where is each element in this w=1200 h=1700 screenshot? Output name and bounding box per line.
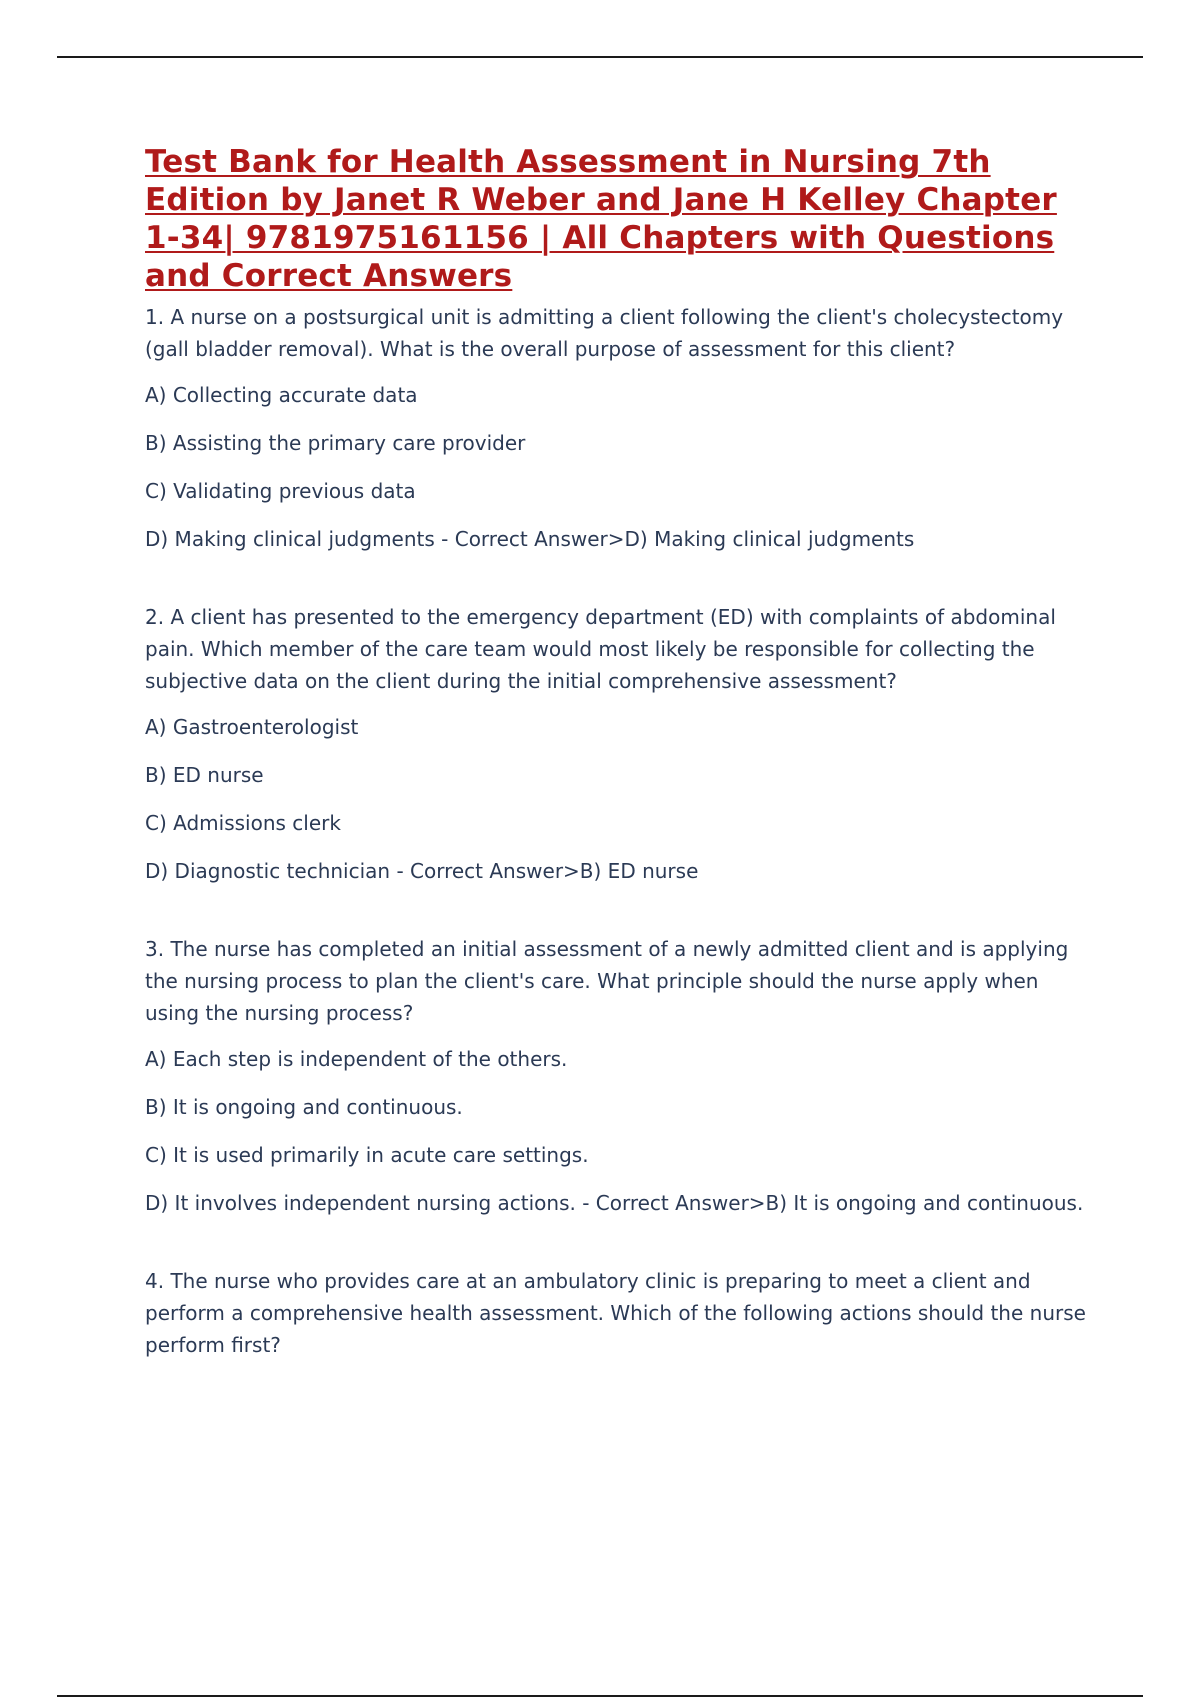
answer-option: A) Gastroenterologist xyxy=(145,715,359,739)
answer-option: A) Collecting accurate data xyxy=(145,383,418,407)
question-separator xyxy=(145,887,1095,933)
question-stem: 1. A nurse on a postsurgical unit is admitting a client following the client's cholecystectomy (gall bladder removal). What is the overall purpose of assessment for this client? xyxy=(145,305,1064,361)
question-1 xyxy=(145,301,1095,555)
question-stem: 4. The nurse who provides care at an ambulatory clinic is preparing to meet a client and perform a comprehensive health assessment. Which of the following actions should the nurse perform first? xyxy=(145,1269,1086,1357)
top-rule xyxy=(57,56,1143,58)
answer-option: C) Validating previous data xyxy=(145,479,416,503)
answer-option: C) Admissions clerk xyxy=(145,811,341,835)
answer-option: B) Assisting the primary care provider xyxy=(145,431,526,455)
answer-option-with-correct-answer: D) It involves independent nursing actions. - Correct Answer>B) It is ongoing and continuous. xyxy=(145,1191,1084,1215)
answer-option: C) It is used primarily in acute care settings. xyxy=(145,1143,589,1167)
question-separator xyxy=(145,1219,1095,1265)
answer-option-with-correct-answer: D) Diagnostic technician - Correct Answer>B) ED nurse xyxy=(145,859,699,883)
document-body xyxy=(145,143,1095,1361)
question-3 xyxy=(145,933,1095,1219)
question-stem: 3. The nurse has completed an initial assessment of a newly admitted client and is applying the nursing process to plan the client's care. What principle should the nurse apply when using the nursing process? xyxy=(145,937,1069,1025)
bottom-rule xyxy=(57,1695,1143,1697)
answer-option: A) Each step is independent of the others. xyxy=(145,1047,568,1071)
question-separator xyxy=(145,555,1095,601)
question-stem: 2. A client has presented to the emergency department (ED) with complaints of abdominal pain. Which member of the care team would most likely be responsible for collecting the subjective data on the client during the initial comprehensive assessment? xyxy=(145,605,1056,693)
answer-option-with-correct-answer: D) Making clinical judgments - Correct Answer>D) Making clinical judgments xyxy=(145,527,915,551)
answer-option: B) It is ongoing and continuous. xyxy=(145,1095,463,1119)
document-title: Test Bank for Health Assessment in Nursing 7th Edition by Janet R Weber and Jane H Kelley Chapter 1-34| 9781975161156 | All Chapters with Questions and Correct Answers xyxy=(145,144,1057,294)
question-4 xyxy=(145,1265,1095,1361)
answer-option: B) ED nurse xyxy=(145,763,264,787)
question-2 xyxy=(145,601,1095,887)
